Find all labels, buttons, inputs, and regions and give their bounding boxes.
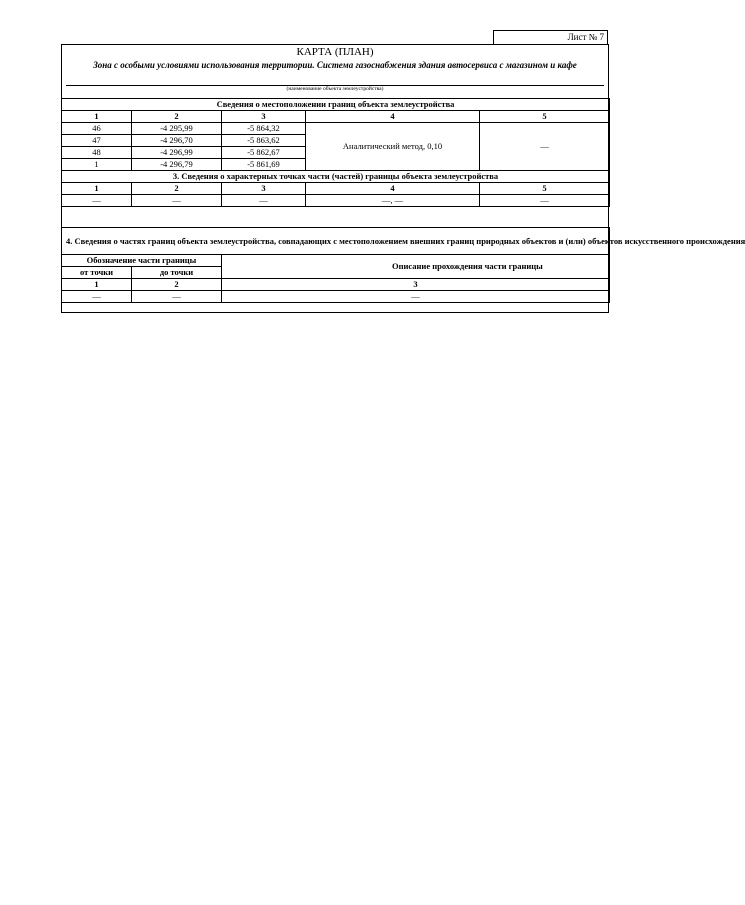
- coord-x: -4 296,70: [132, 135, 222, 147]
- column-header: 3: [222, 279, 610, 291]
- column-header: 1: [62, 279, 132, 291]
- object-name: Зона с особыми условиями использования территории. Система газоснабжения здания автосервиса с магазином и кафе: [93, 60, 577, 70]
- from-point-header: от точки: [62, 267, 132, 279]
- coord-x: -4 296,99: [132, 147, 222, 159]
- column-header: 1: [62, 183, 132, 195]
- object-caption: (наименование объекта землеустройства): [286, 86, 384, 92]
- boundary-parts-table: [61, 227, 745, 303]
- table-cell: —: [62, 195, 132, 207]
- section2-title: Сведения о местоположении границ объекта землеустройства: [62, 99, 610, 111]
- method-cell: Аналитический метод, 0,10: [306, 123, 480, 171]
- coord-x: -4 296,79: [132, 159, 222, 171]
- description-header: Описание прохождения части границы: [222, 255, 610, 279]
- to-point-header: до точки: [132, 267, 222, 279]
- column-header: 1: [62, 111, 132, 123]
- column-header: 2: [132, 111, 222, 123]
- table-cell: —: [132, 195, 222, 207]
- boundary-table: [61, 98, 610, 207]
- page-title: КАРТА (ПЛАН): [296, 46, 374, 58]
- column-header: 5: [480, 183, 610, 195]
- sheet-number: Лист № 7: [493, 30, 608, 44]
- column-header: 2: [132, 183, 222, 195]
- coord-x: -4 295,99: [132, 123, 222, 135]
- point-number: 48: [62, 147, 132, 159]
- coord-y: -5 863,62: [222, 135, 306, 147]
- table-cell: —: [132, 291, 222, 303]
- column-header: 4: [306, 183, 480, 195]
- column-header: 3: [222, 111, 306, 123]
- plan-frame: [61, 44, 745, 313]
- point-number: 46: [62, 123, 132, 135]
- section3-title: 3. Сведения о характерных точках части (частей) границы объекта землеустройства: [62, 171, 610, 183]
- column-header: 3: [222, 183, 306, 195]
- coord-y: -5 864,32: [222, 123, 306, 135]
- table-cell: —: [62, 291, 132, 303]
- point-number: 1: [62, 159, 132, 171]
- designation-header: Обозначение части границы: [62, 255, 222, 267]
- coord-y: -5 862,67: [222, 147, 306, 159]
- table-cell: —, —: [306, 195, 480, 207]
- coord-y: -5 861,69: [222, 159, 306, 171]
- col5-cell: —: [480, 123, 610, 171]
- section4-title: 4. Сведения о частях границ объекта землеустройства, совпадающих с местоположением внешних границ природных объектов и (или) объектов искусственного происхождения: [62, 228, 610, 255]
- column-header: 2: [132, 279, 222, 291]
- point-number: 47: [62, 135, 132, 147]
- column-header: 4: [306, 111, 480, 123]
- table-cell: —: [480, 195, 610, 207]
- table-cell: —: [222, 291, 610, 303]
- column-header: 5: [480, 111, 610, 123]
- table-cell: —: [222, 195, 306, 207]
